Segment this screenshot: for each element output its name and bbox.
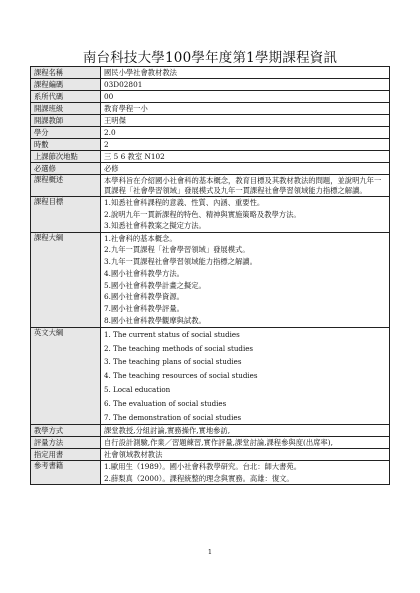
english-outline-item: 2. The teaching methods of social studies	[104, 343, 254, 353]
row-required	[31, 163, 390, 175]
row-outline	[31, 232, 390, 327]
outline-item: 4.國小社會科教學方法。	[104, 268, 184, 278]
label-required: 必選修	[31, 163, 101, 175]
value-teaching-method: 課堂教授,分組討論,實務操作,實地參訪,	[101, 425, 390, 437]
outline-item: 2.九年一貫課程「社會學習領域」發展模式。	[104, 245, 250, 255]
outline-item: 5.國小社會科教學計畫之擬定。	[104, 280, 206, 290]
row-assessment	[31, 437, 390, 449]
row-overview	[31, 175, 390, 197]
english-outline-item: 3. The teaching plans of social studies	[104, 357, 242, 367]
label-objectives: 課程目標	[31, 197, 101, 233]
value-class: 教育學程一小	[101, 103, 390, 115]
value-course-code: 03D02801	[101, 79, 390, 91]
objective-item: 1.知悉社會科課程的意義、性質、內涵、重要性。	[104, 198, 265, 207]
reference-item: 1.歐用生（1989）。國小社會科教學研究。台北：師大書苑。	[104, 462, 302, 472]
label-course-name: 課程名稱	[31, 67, 101, 79]
label-class: 開課班級	[31, 103, 101, 115]
overview-text: 本學科旨在介紹國小社會科的基本概念，教育目標及其教材教法的問題，並說明九年一貫課程「社會學習領域」發展模式及九年一貫課程社會學習領域能力指標之解讀。	[104, 176, 382, 195]
english-outline-item: 1. The current status of social studies	[104, 329, 240, 339]
value-textbook: 社會領域教材教法	[101, 449, 390, 461]
value-hours: 2	[101, 139, 390, 151]
english-outline-item: 5. Local education	[104, 385, 171, 395]
value-schedule: 三 5 6 教室 N102	[101, 151, 390, 163]
objective-item: 3.知悉社會科教案之擬定方法。	[104, 221, 206, 230]
row-textbook	[31, 449, 390, 461]
course-info-table	[30, 66, 390, 485]
label-hours: 時數	[31, 139, 101, 151]
label-references: 參考書籍	[31, 461, 101, 485]
label-textbook: 指定用書	[31, 449, 101, 461]
row-objectives	[31, 197, 390, 233]
row-class	[31, 103, 390, 115]
row-course-code	[31, 79, 390, 91]
row-teacher	[31, 115, 390, 127]
row-teaching-method	[31, 425, 390, 437]
row-dept-code	[31, 91, 390, 103]
value-course-name: 國民小學社會教材教法	[101, 67, 390, 79]
row-references	[31, 461, 390, 485]
value-dept-code: 00	[101, 91, 390, 103]
english-outline-item: 7. The demonstration of social studies	[104, 412, 242, 422]
outline-item: 8.國小社會科教學觀摩與試教。	[104, 316, 206, 326]
value-required: 必修	[101, 163, 390, 175]
objective-item: 2.說明九年一貫新課程的特色、精神與實施策略及教學方法。	[104, 209, 301, 219]
value-assessment: 自行設計測驗,作業／習題練習,實作評量,課堂討論,課程參與度(出席率),	[101, 437, 390, 449]
english-outline-item: 4. The teaching resources of social studies	[104, 371, 258, 381]
label-teaching-method: 教學方式	[31, 425, 101, 437]
label-credits: 學分	[31, 127, 101, 139]
label-assessment: 評量方法	[31, 437, 101, 449]
row-hours	[31, 139, 390, 151]
label-dept-code: 系所代碼	[31, 91, 101, 103]
outline-item: 7.國小社會科教學評量。	[104, 304, 184, 314]
outline-item: 6.國小社會科教學資源。	[104, 292, 184, 302]
outline-item: 3.九年一貫課程社會學習領域能力指標之解讀。	[104, 257, 257, 267]
reference-item: 2.薛梨真（2000）。課程統整的理念與實務。高雄：復文。	[104, 473, 294, 483]
english-outline-item: 6. The evaluation of social studies	[104, 398, 227, 408]
row-course-name	[31, 67, 390, 79]
value-credits: 2.0	[101, 127, 390, 139]
label-english-outline: 英文大綱	[31, 327, 101, 425]
value-teacher: 王明傑	[101, 115, 390, 127]
label-course-code: 課程編碼	[31, 79, 101, 91]
label-outline: 課程大綱	[31, 232, 101, 327]
outline-item: 1.社會科的基本概念。	[104, 233, 177, 243]
row-credits	[31, 127, 390, 139]
page-title: 南台科技大學100學年度第1學期課程資訊	[82, 50, 338, 66]
row-english-outline	[31, 327, 390, 425]
row-schedule	[31, 151, 390, 163]
page-number: 1	[207, 548, 213, 556]
label-overview: 課程概述	[31, 175, 101, 197]
label-teacher: 開課教師	[31, 115, 101, 127]
label-schedule: 上課節次地點	[31, 151, 101, 163]
